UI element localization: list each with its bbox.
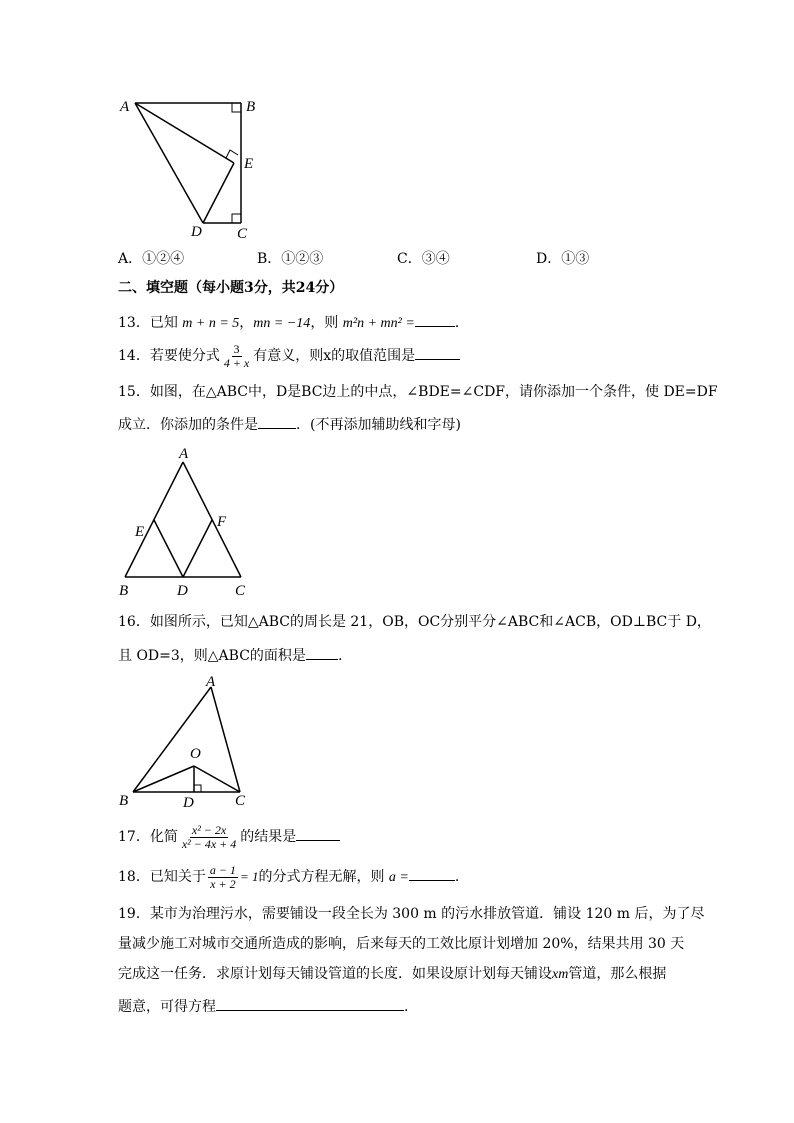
answer-blank[interactable] [216,996,404,1011]
option-letter: B． [257,251,282,267]
question-text: 且 OD=3，则△ABC的面积是 [118,648,306,664]
fraction [208,864,238,891]
option-text: ③④ [421,251,450,267]
option-letter: D． [536,251,562,267]
question-15-line2 [118,414,461,435]
question-text: 的分式方程无解，则 [258,869,389,885]
option-d[interactable] [536,248,589,268]
question-19-line4 [118,996,408,1017]
math-expression: m + n = 5 [182,316,240,331]
fraction-denominator: x² − 4x + 4 [181,836,237,851]
question-text: 已知 [149,315,183,331]
label-D: D [177,583,188,599]
label-O: O [190,746,201,762]
answer-blank[interactable] [296,826,340,841]
question-text: . [454,869,460,885]
label-B: B [119,583,129,599]
label-F: F [217,514,227,530]
option-c[interactable] [397,248,450,268]
figure-q16 [115,670,265,815]
answer-blank[interactable] [306,645,338,660]
question-text: 化简 [149,829,178,845]
question-18 [118,862,459,893]
math-expression: mn = −14 [253,316,311,331]
fraction-numerator: x² − 2x [191,822,227,837]
answer-blank[interactable] [415,345,460,360]
option-text: ①②④ [142,251,185,267]
label-C: C [235,793,246,809]
label-D: D [191,224,202,240]
question-text: 题意，可得方程 [118,999,216,1015]
option-a[interactable] [118,248,184,268]
question-number: 14． [118,348,150,364]
question-15-line1: 15．如图，在△ABC中，D是BC边上的中点，∠BDE=∠CDF，请你添加一个条件，使 DE=DF [118,384,718,400]
label-A: A [120,99,130,115]
question-14 [118,342,460,370]
math-expression: a = [388,870,409,885]
question-text: . [337,648,343,664]
label-A: A [206,674,216,690]
question-19-line1: 19．某市为治理污水，需要铺设一段全长为 300 m 的污水排放管道．铺设 120 m 后，为了尽 [118,906,705,922]
label-A: A [179,446,189,462]
option-text: ①③ [561,251,590,267]
question-text: 成立．你添加的条件是 [118,417,258,433]
label-E: E [244,156,254,172]
answer-blank[interactable] [258,414,296,429]
fraction-numerator: a − 1 [209,862,236,877]
question-16-line1: 16．如图所示，已知△ABC的周长是 21，OB，OC分别平分∠ABC和∠ACB，OD⊥BC于 D， [118,614,711,630]
question-16-line2 [118,645,342,666]
option-text: ①②③ [281,251,324,267]
fraction-denominator: 4 + x [223,355,250,370]
label-C: C [235,583,246,599]
math-expression: = 1 [239,869,259,884]
question-text: ．(不再添加辅助线和字母) [296,417,461,433]
question-text: 已知关于 [149,869,206,885]
label-B: B [246,99,256,115]
fraction-denominator: x + 2 [210,876,236,891]
fraction [222,343,251,370]
question-number: 17． [118,829,150,845]
fraction-numerator: 3 [233,341,240,356]
label-C: C [237,226,248,242]
answer-blank[interactable] [409,866,455,881]
question-text: 完成这一任务．求原计划每天铺设管道的长度．如果设原计划每天铺设 [118,966,552,982]
question-text: 的结果是 [240,829,297,845]
question-19-line3 [118,964,666,985]
question-text: 有意义，则x的取值范围是 [253,348,416,364]
label-B: B [119,793,129,809]
question-text: 若要使分式 [149,348,220,364]
label-E: E [135,524,145,540]
section-heading: 二、填空题（每小题3分，共24分） [118,280,344,296]
question-13 [118,312,459,334]
option-letter: A． [118,251,143,267]
answer-blank[interactable] [415,312,455,327]
math-expression: xm [552,967,569,982]
label-D: D [183,795,194,811]
option-letter: C． [397,251,422,267]
option-b[interactable] [257,248,323,268]
figure-q12 [115,92,275,242]
question-19-line2: 量减少施工对城市交通所造成的影响，后来每天的工效比原计划增加 20%，结果共用 30 天 [118,936,685,952]
question-text: ， [239,315,254,331]
question-text: . [454,315,460,331]
question-text: 管道，那么根据 [568,966,667,982]
math-expression: m²n + mn² = [342,316,415,331]
question-number: 13． [118,315,150,331]
figure-q15 [115,442,255,602]
question-number: 18． [118,869,150,885]
question-text: ，则 [310,315,343,331]
question-text: . [404,999,409,1015]
question-17 [118,822,340,852]
fraction [180,824,238,851]
